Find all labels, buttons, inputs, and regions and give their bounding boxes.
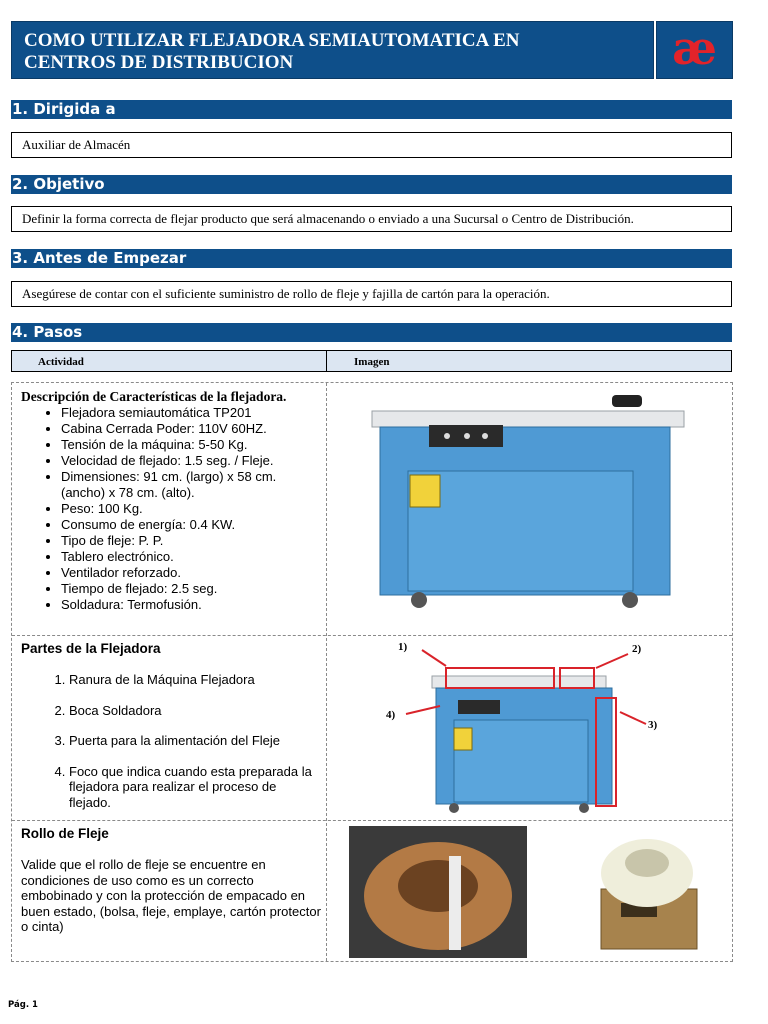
row-descripcion (21, 389, 321, 613)
list-item: • Tensión de la máquina: 5-50 Kg. (61, 437, 321, 453)
partes-title: Partes de la Flejadora (21, 641, 161, 656)
title-line-1: COMO UTILIZAR FLEJADORA SEMIAUTOMATICA EN (24, 30, 520, 51)
list-item: 2. Boca Soldadora (69, 703, 321, 719)
features-list (21, 405, 321, 613)
labeled-machine-diagram (384, 640, 684, 818)
list-item: • Tablero electrónico. (61, 549, 321, 565)
section-heading-antes: 3. Antes de Empezar (11, 249, 732, 268)
list-item: • Tipo de fleje: P. P. (61, 533, 321, 549)
antes-text: Asegúrese de contar con el suficiente suministro de rollo de fleje y fajilla de cartón para la operación. (22, 286, 550, 301)
list-item: • Flejadora semiautomática TP201 (61, 405, 321, 421)
list-item: • Cabina Cerrada Poder: 110V 60HZ. (61, 421, 321, 437)
list-item: 3. Puerta para la alimentación del Fleje (69, 733, 321, 749)
page-number: Pág. 1 (8, 1000, 38, 1010)
rollo-title: Rollo de Fleje (21, 826, 109, 841)
objetivo-text: Definir la forma correcta de flejar producto que será almacenando o enviado a una Sucursal o Centro de Distribución. (22, 211, 634, 226)
list-item: 1. Ranura de la Máquina Flejadora (69, 672, 321, 688)
list-item: • Consumo de energía: 0.4 KW. (61, 517, 321, 533)
list-item: 4. Foco que indica cuando esta preparada la flejadora para realizar el proceso de flejado. (69, 764, 321, 811)
figure-label: 3) (648, 719, 658, 731)
section-heading-pasos: 4. Pasos (11, 323, 732, 342)
list-item: • Peso: 100 Kg. (61, 501, 321, 517)
row-divider-1 (12, 635, 732, 636)
strapping-machine-image (372, 391, 692, 613)
section-box-objetivo (11, 206, 732, 232)
section-box-dirigida (11, 132, 732, 158)
company-logo (656, 21, 733, 79)
list-item: • Velocidad de flejado: 1.5 seg. / Fleje. (61, 453, 321, 469)
logo-glyph: æ (672, 21, 717, 75)
section-box-antes (11, 281, 732, 307)
figure-label: 2) (632, 643, 642, 655)
steps-table-header (11, 350, 732, 372)
list-item: • Dimensiones: 91 cm. (largo) x 58 cm. (ancho) x 78 cm. (alto). (61, 469, 321, 501)
section-heading-objetivo: 2. Objetivo (11, 175, 732, 194)
strap-roll-image (349, 826, 529, 958)
row-partes (21, 641, 321, 825)
list-item: • Soldadura: Termofusión. (61, 597, 321, 613)
header-separator (326, 351, 327, 371)
col-header-actividad: Actividad (38, 356, 84, 368)
column-divider (326, 383, 327, 961)
figure-label: 1) (398, 641, 408, 653)
section-heading-dirigida: 1. Dirigida a (11, 100, 732, 119)
col-header-imagen: Imagen (354, 356, 390, 368)
list-item: • Tiempo de flejado: 2.5 seg. (61, 581, 321, 597)
steps-table (11, 382, 733, 962)
dirigida-text: Auxiliar de Almacén (22, 137, 131, 152)
rollo-text: Valide que el rollo de fleje se encuentre en condiciones de uso como es un correcto embobinado y con la protección de empacado en buen estado, (bolsa, fleje, emplaye, cartón protector o cinta) (21, 857, 321, 934)
parts-list (21, 672, 321, 810)
document-title (11, 21, 654, 79)
strap-roll-box-image (587, 833, 707, 953)
title-line-2: CENTROS DE DISTRIBUCION (24, 52, 294, 73)
figure-label: 4) (386, 709, 396, 721)
row-rollo (21, 826, 321, 935)
descripcion-title: Descripción de Características de la flejadora. (21, 389, 287, 404)
list-item: • Ventilador reforzado. (61, 565, 321, 581)
